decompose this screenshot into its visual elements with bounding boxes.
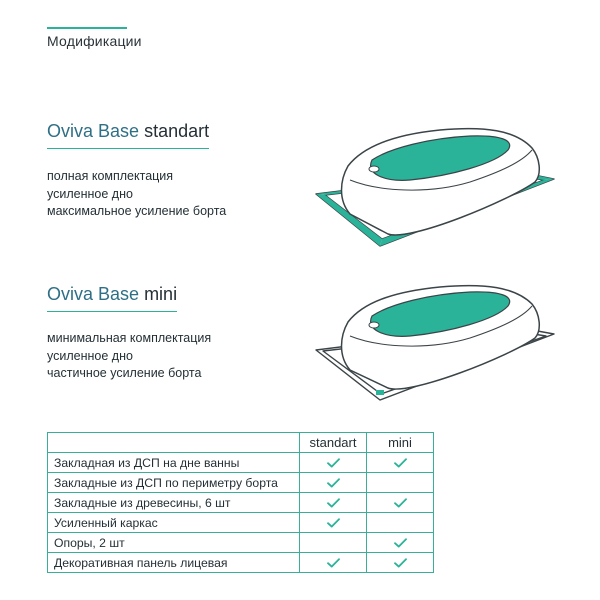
check-icon	[300, 498, 366, 508]
cell-standart	[300, 473, 367, 493]
check-icon	[300, 478, 366, 488]
cell-mini	[367, 513, 434, 533]
cell-standart	[300, 453, 367, 473]
cell-mini	[367, 553, 434, 573]
section-title: Модификации	[47, 33, 142, 49]
feature-list-mini	[47, 330, 211, 383]
cell-mini	[367, 453, 434, 473]
bathtub-mini-illustration	[310, 282, 560, 404]
table-header-row	[48, 433, 434, 453]
feature-label: Декоративная панель лицевая	[48, 553, 300, 573]
model-variant: standart	[144, 121, 210, 141]
check-icon	[367, 538, 433, 548]
check-icon	[300, 558, 366, 568]
model-brand: Oviva Base	[47, 121, 140, 141]
check-icon	[367, 458, 433, 468]
table-row	[48, 493, 434, 513]
cell-mini	[367, 533, 434, 553]
cell-standart	[300, 533, 367, 553]
cell-mini	[367, 473, 434, 493]
check-icon	[367, 558, 433, 568]
model-title-standart	[47, 121, 209, 142]
header-accent-line	[47, 27, 127, 29]
header-mini: mini	[367, 433, 434, 453]
feature-label: Закладная из ДСП на дне ванны	[48, 453, 300, 473]
feature-item: частичное усиление борта	[47, 366, 202, 380]
header-feature-cell	[48, 433, 300, 453]
feature-item: усиленное дно	[47, 186, 133, 201]
feature-item: минимальная комплектация	[47, 331, 212, 345]
comparison-table	[47, 432, 434, 573]
feature-item: усиленное дно	[47, 348, 133, 363]
table-row	[48, 453, 434, 473]
table-row	[48, 553, 434, 573]
feature-item: полная комплектация	[47, 169, 174, 183]
table-row	[48, 533, 434, 553]
feature-label: Усиленный каркас	[48, 513, 300, 533]
model-brand: Oviva Base	[47, 284, 140, 304]
check-icon	[367, 498, 433, 508]
bathtub-standart-illustration	[310, 122, 560, 250]
model-variant: mini	[144, 284, 178, 304]
header-standart: standart	[300, 433, 367, 453]
table-row	[48, 513, 434, 533]
model-title-mini	[47, 284, 177, 305]
cell-standart	[300, 553, 367, 573]
feature-label: Опоры, 2 шт	[48, 533, 300, 553]
feature-label: Закладные из ДСП по периметру борта	[48, 473, 300, 493]
cell-standart	[300, 493, 367, 513]
table-row	[48, 473, 434, 493]
feature-label: Закладные из древесины, 6 шт	[48, 493, 300, 513]
cell-standart	[300, 513, 367, 533]
check-icon	[300, 458, 366, 468]
cell-mini	[367, 493, 434, 513]
check-icon	[300, 518, 366, 528]
feature-item: максимальное усиление борта	[47, 204, 227, 218]
feature-list-standart	[47, 168, 226, 221]
